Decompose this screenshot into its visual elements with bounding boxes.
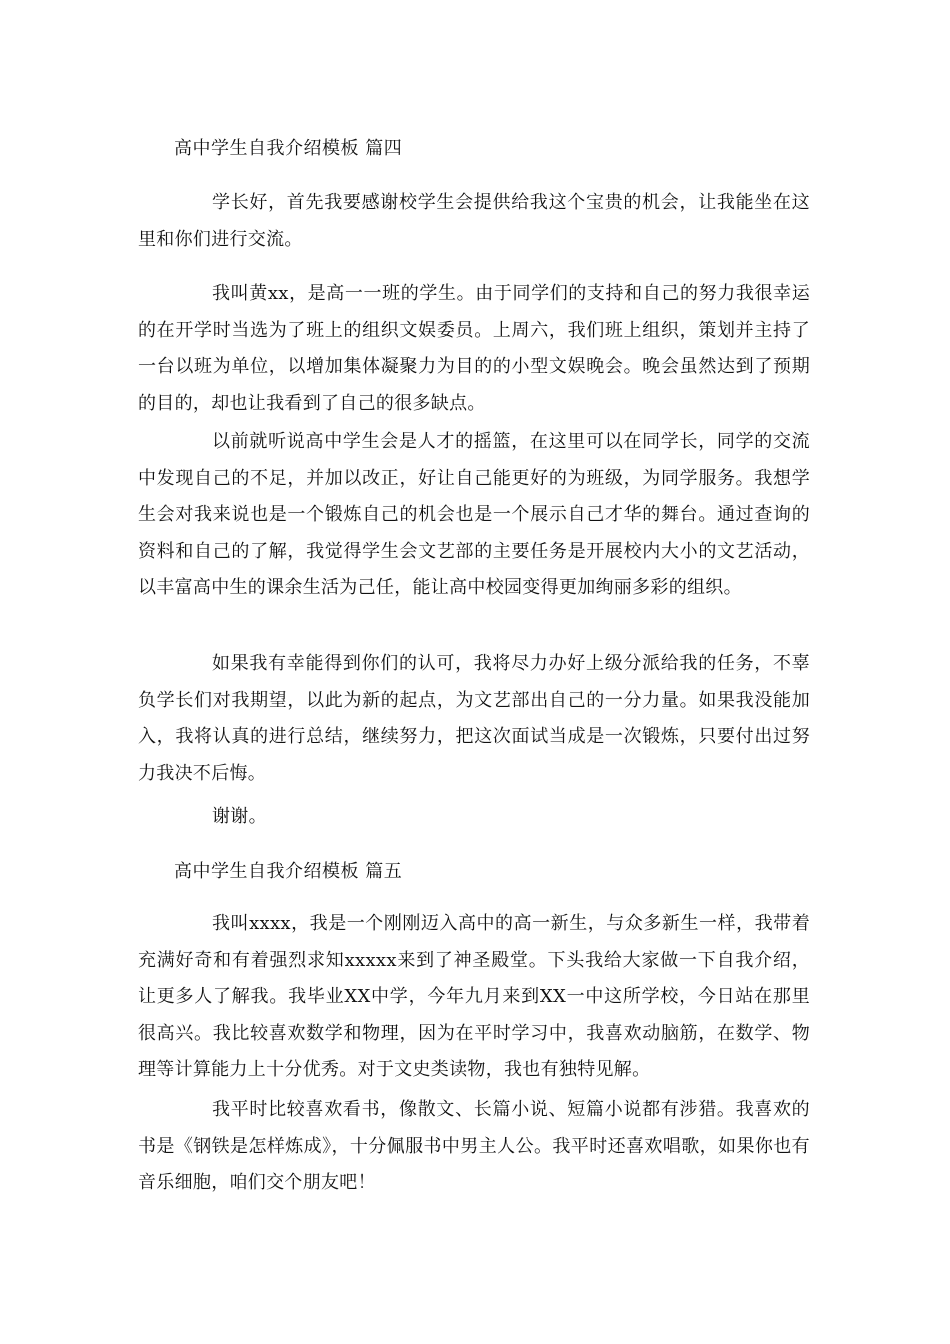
paragraph: 我平时比较喜欢看书，像散文、长篇小说、短篇小说都有涉猎。我喜欢的书是《钢铁是怎样炼成》，十分佩服书中男主人公。我平时还喜欢唱歌，如果你也有音乐细胞，咱们交个朋友吧！: [138, 1099, 810, 1194]
section-heading-4: 高中学生自我介绍模板 篇四: [174, 138, 403, 159]
paragraph: 学长好，首先我要感谢校学生会提供给我这个宝贵的机会，让我能坐在这里和你们进行交流。: [138, 192, 810, 250]
paragraph: 我叫xxxx，我是一个刚刚迈入高中的高一新生，与众多新生一样，我带着充满好奇和有着强烈求知xxxxx来到了神圣殿堂。下头我给大家做一下自我介绍，让更多人了解我。我毕业XX中学，今年九月来到XX一中这所学校，今日站在那里很高兴。我比较喜欢数学和物理，因为在平时学习中，我喜欢动脑筋，在数学、物理等计算能力上十分优秀。对于文史类读物，我也有独特见解。: [138, 913, 810, 1081]
paragraph: 我叫黄xx，是高一一班的学生。由于同学们的支持和自己的努力我很幸运的在开学时当选为了班上的组织文娱委员。上周六，我们班上组织，策划并主持了一台以班为单位，以增加集体凝聚力为目的的小型文娱晚会。晚会虽然达到了预期的目的，却也让我看到了自己的很多缺点。: [138, 283, 810, 414]
paragraph: 谢谢。: [212, 806, 267, 827]
paragraph: 以前就听说高中学生会是人才的摇篮，在这里可以在同学长，同学的交流中发现自己的不足，并加以改正，好让自己能更好的为班级，为同学服务。我想学生会对我来说也是一个锻炼自己的机会也是一个展示自己才华的舞台。通过查询的资料和自己的了解，我觉得学生会文艺部的主要任务是开展校内大小的文艺活动，以丰富高中生的课余生活为己任，能让高中校园变得更加绚丽多彩的组织。: [138, 431, 810, 599]
section-heading-5: 高中学生自我介绍模板 篇五: [174, 861, 403, 882]
paragraph: 如果我有幸能得到你们的认可，我将尽力办好上级分派给我的任务，不辜负学长们对我期望，以此为新的起点，为文艺部出自己的一分力量。如果我没能加入，我将认真的进行总结，继续努力，把这次面试当成是一次锻炼，只要付出过努力我决不后悔。: [138, 653, 810, 784]
